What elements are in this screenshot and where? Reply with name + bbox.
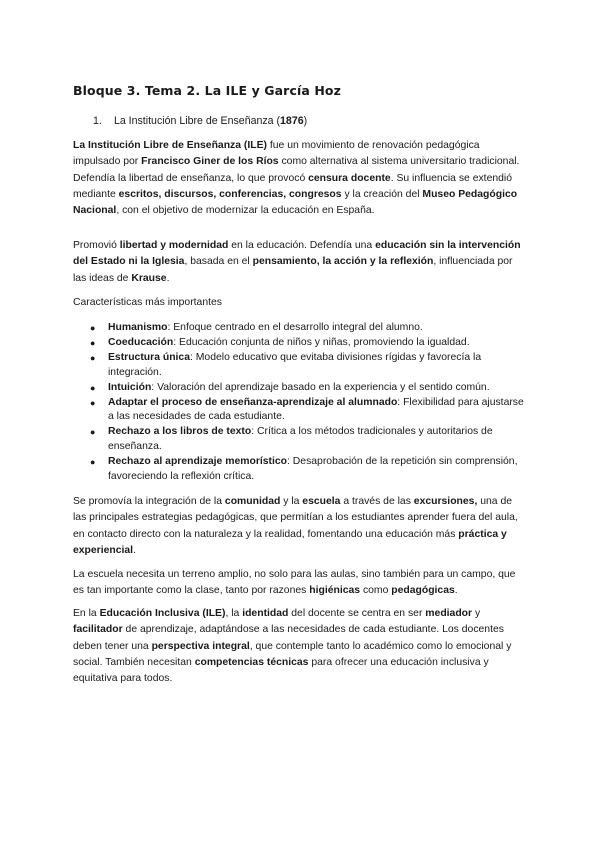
text-bold: práctica y experiencial	[73, 528, 507, 556]
text-bold: pedagógicas	[391, 585, 455, 597]
text-bold: perspectiva integral	[151, 640, 250, 652]
feature-desc: : Educación conjunta de niños y niñas, promoviendo la igualdad.	[173, 336, 470, 348]
bullet-icon: ●	[90, 457, 96, 468]
text: de aprendizaje, adaptándose a las necesidades de cada estudiante. Los docentes deben tener una	[73, 624, 504, 652]
text: La escuela necesita un terreno amplio, no solo para las aulas, sino también para un campo, que es tan importante como la clase, tanto por razones	[73, 569, 516, 597]
text-bold: censura docente	[308, 172, 391, 184]
text-bold: Museo Pedagógico Nacional	[73, 188, 518, 217]
text-bold: competencias técnicas	[194, 656, 309, 668]
features-list	[73, 321, 528, 485]
text: , influenciada por las ideas de	[73, 256, 513, 284]
text: y la creación del	[341, 188, 423, 200]
paragraph-ile-principles	[73, 238, 528, 287]
text: Se promovía la integración de la	[73, 496, 225, 507]
text: para ofrecer una educación inclusiva y equitativa para todos.	[73, 656, 489, 685]
text-bold: Krause	[131, 272, 167, 284]
text: En la	[73, 608, 100, 619]
document-title: Bloque 3. Tema 2. La ILE y García Hoz	[73, 83, 341, 98]
text: .	[166, 272, 170, 284]
bullet-icon: ●	[90, 323, 96, 333]
feature-term: Estructura única	[108, 351, 190, 363]
section-label-end: )	[303, 115, 308, 127]
list-item	[73, 396, 528, 426]
text: y	[472, 608, 481, 619]
text-bold: Francisco Giner de los Ríos	[141, 156, 279, 168]
feature-desc: : Crítica a los métodos tradicionales y autoritarios de enseñanza.	[108, 426, 493, 453]
feature-term: Coeducación	[108, 336, 174, 348]
text-bold: Educación Inclusiva (ILE)	[99, 608, 226, 619]
feature-term: Humanismo	[108, 322, 168, 333]
text: , la	[225, 608, 243, 619]
feature-term: Intuición	[108, 381, 152, 393]
text-bold: comunidad	[224, 496, 281, 507]
text: , basada en el	[184, 256, 253, 268]
bullet-icon: ●	[90, 427, 96, 438]
text: Promovió	[73, 240, 120, 251]
text-bold: mediador	[425, 608, 473, 619]
bullet-icon: ●	[90, 382, 96, 393]
feature-term: Adaptar el proceso de enseñanza-aprendizaje al alumnado	[108, 396, 398, 408]
bullet-icon: ●	[90, 337, 96, 348]
text-bold: La Institución Libre de Enseñanza (ILE)	[73, 140, 267, 151]
text-bold: higiénicas	[309, 585, 361, 597]
list-item	[73, 321, 528, 336]
text: y la	[280, 496, 303, 507]
text-bold: escritos, discursos, conferencias, congresos	[118, 188, 342, 200]
text: una de las principales estrategias pedagógicas, que permitían a los estudiantes aprender fuera del aula, en contacto directo con la naturaleza y la realidad, fomentando una educación más	[73, 496, 518, 540]
text-bold: educación sin la intervención del Estado ni la Iglesia	[73, 240, 521, 268]
paragraph-community	[73, 494, 528, 559]
feature-desc: : Desaprobación de la repetición sin comprensión, favoreciendo la reflexión crítica.	[108, 456, 518, 483]
text-bold: pensamiento, la acción y la reflexión	[252, 256, 434, 268]
text: como alternativa al sistema universitario tradicional. Defendía la libertad de enseñanza, lo que provocó	[73, 156, 520, 184]
text: fue un movimiento de renovación pedagógica impulsado por	[73, 140, 480, 168]
text: , que contemple tanto lo académico como lo emocional y social. También necesitan	[73, 640, 512, 668]
list-item	[73, 381, 528, 396]
feature-term: Rechazo al aprendizaje memorístico	[108, 456, 288, 468]
text: .	[454, 585, 458, 597]
list-item	[73, 336, 528, 351]
features-heading: Características más importantes	[73, 297, 222, 308]
text: en la educación. Defendía una	[228, 240, 376, 251]
feature-desc: : Flexibilidad para ajustarse a las necesidades de cada estudiante.	[108, 396, 524, 423]
feature-desc: : Valoración del aprendizaje basado en la experiencia y el sentido común.	[151, 381, 490, 393]
feature-desc: : Enfoque centrado en el desarrollo integral del alumno.	[167, 322, 423, 333]
text-bold: identidad	[242, 608, 289, 619]
paragraph-inclusive-education	[73, 606, 528, 687]
text-bold: libertad y modernidad	[119, 240, 229, 251]
list-item	[73, 351, 528, 381]
list-item	[73, 425, 528, 455]
paragraph-ile-intro	[73, 138, 528, 219]
text-bold: facilitador	[73, 624, 123, 636]
section-label-start: La Institución Libre de Enseñanza (	[113, 115, 281, 127]
text-bold: excursiones,	[413, 496, 478, 507]
text-bold: escuela	[302, 496, 341, 507]
bullet-icon: ●	[90, 397, 96, 408]
paragraph-school-grounds	[73, 567, 528, 600]
text: .	[133, 544, 136, 556]
text: . Su influencia se extendió mediante	[73, 172, 512, 200]
feature-term: Rechazo a los libros de texto	[108, 426, 252, 438]
text: del docente se centra en ser	[288, 608, 426, 619]
feature-desc: : Modelo educativo que evitaba divisiones rígidas y favorecía la integración.	[108, 351, 482, 378]
section-number: 1.	[93, 115, 102, 127]
section-heading	[93, 115, 307, 127]
bullet-icon: ●	[90, 352, 96, 363]
list-item	[73, 455, 528, 485]
text: , con el objetivo de modernizar la educación en España.	[116, 205, 375, 217]
text: a través de las	[340, 496, 414, 507]
text: como	[360, 585, 392, 597]
section-year: 1876	[280, 115, 304, 127]
